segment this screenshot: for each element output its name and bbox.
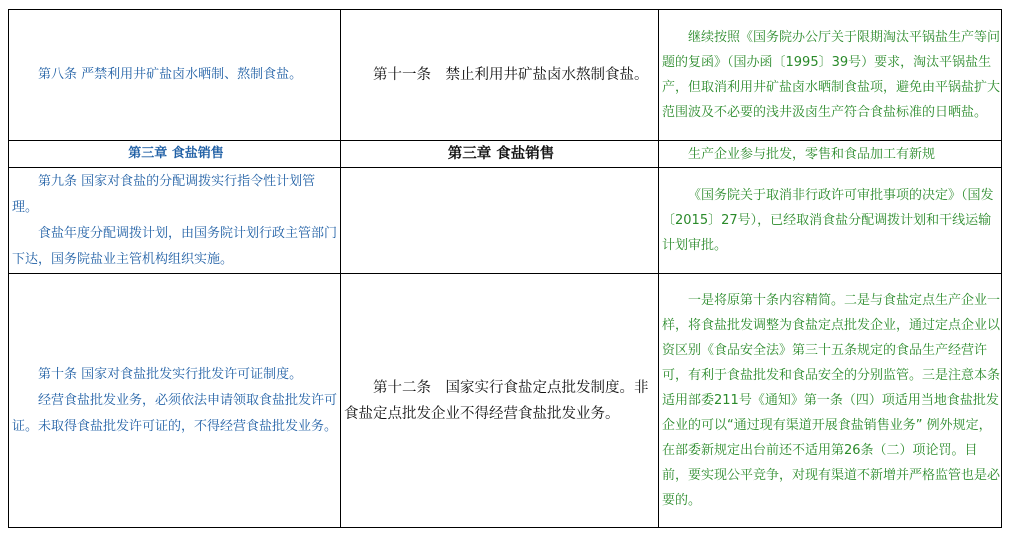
table-row <box>9 274 1002 528</box>
new-chapter-heading <box>341 141 659 168</box>
new-regulation-cell <box>341 274 659 528</box>
commentary-cell <box>659 10 1002 141</box>
chapter-title: 第三章 食盐销售 <box>128 146 224 161</box>
commentary-heading <box>659 141 1002 168</box>
commentary-title: 生产企业参与批发，零售和食品加工有新规 <box>688 146 936 162</box>
chapter-title: 第三章 食盐销售 <box>447 146 555 162</box>
commentary-text: 《国务院关于取消非行政许可审批事项的决定》（国发〔2015〕27号），已经取消食盐分配调拨计划和干线运输计划审批。 <box>662 188 994 253</box>
commentary-cell <box>659 274 1002 528</box>
old-article-9: 第九条 国家对食盐的分配调拨实行指令性计划管理。 <box>12 173 316 215</box>
old-article-9-para2: 食盐年度分配调拨计划，由国务院计划行政主管部门下达，国务院盐业主管机构组织实施。 <box>12 225 338 267</box>
old-article-10: 第十条 国家对食盐批发实行批发许可证制度。 <box>38 366 303 382</box>
old-article-10-para2: 经营食盐批发业务，必须依法申请领取食盐批发许可证。未取得食盐批发许可证的，不得经营食盐批发业务。 <box>12 392 338 434</box>
old-regulation-cell <box>9 274 341 528</box>
old-article-8: 第八条 严禁利用井矿盐卤水晒制、熬制食盐。 <box>38 67 303 82</box>
commentary-text: 继续按照《国务院办公厅关于限期淘汰平锅盐生产等问题的复函》（国办函〔1995〕39号）要求，淘汰平锅盐生产，但取消利用井矿盐卤水晒制食盐项，避免由平锅盐扩大范围波及不必要的浅井汲卤生产符合食盐标准的日晒盐。 <box>662 30 1001 120</box>
new-article-11: 第十一条 禁止利用井矿盐卤水熬制食盐。 <box>373 67 649 83</box>
new-regulation-cell-empty <box>341 168 659 274</box>
new-regulation-cell <box>341 10 659 141</box>
table-row <box>9 10 1002 141</box>
old-regulation-cell <box>9 10 341 141</box>
commentary-cell <box>659 168 1002 274</box>
old-chapter-heading <box>9 141 341 168</box>
comparison-table <box>8 9 1002 528</box>
old-regulation-cell <box>9 168 341 274</box>
table-row <box>9 168 1002 274</box>
table-row <box>9 141 1002 168</box>
commentary-text: 一是将原第十条内容精简。二是与食盐定点生产企业一样，将食盐批发调整为食盐定点批发企业，通过定点企业以资区别《食品安全法》第三十五条规定的食品生产经营许可，有利于食盐批发和食品安全的分别监管。三是注意本条适用部委211号《通知》第一条（四）项适用当地食盐批发企业的可以“通过现有渠道开展食盐销售业务” 例外规定，在部委新规定出台前还不适用第26条（二）项论罚。目前，要实现公平竞争，对现有渠道不新增并严格监管也是必要的。 <box>662 293 1001 508</box>
new-article-12: 第十二条 国家实行食盐定点批发制度。非食盐定点批发企业不得经营食盐批发业务。 <box>344 379 649 422</box>
